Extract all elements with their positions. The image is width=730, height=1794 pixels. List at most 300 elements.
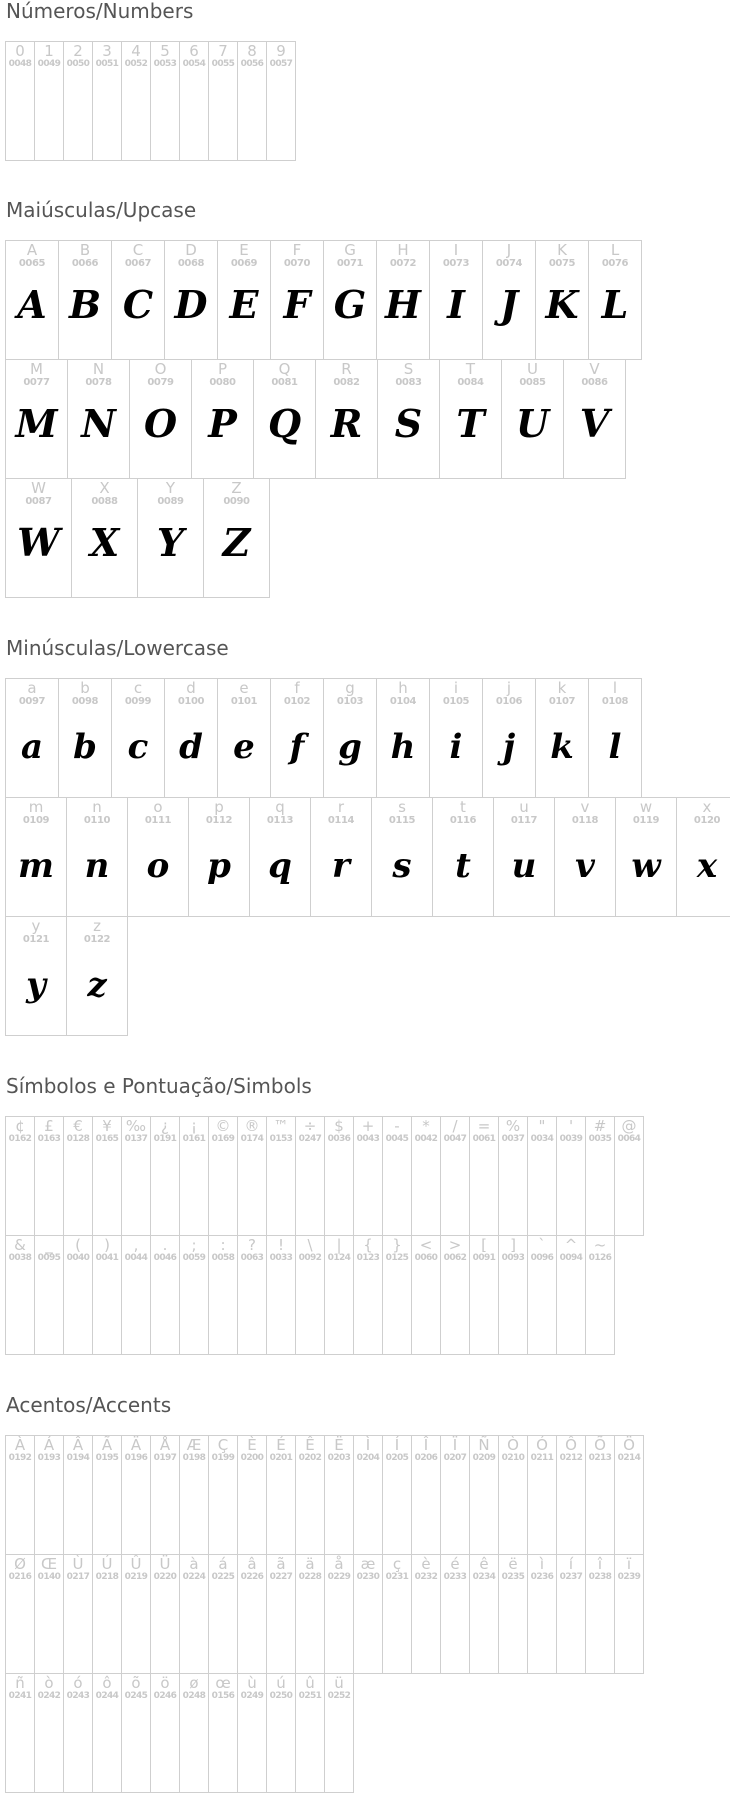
character-code: 0125 xyxy=(385,1253,409,1263)
glyph-sample: P xyxy=(208,401,237,446)
glyph-cell xyxy=(482,678,536,798)
glyph-cell xyxy=(111,240,165,360)
character-code: 0238 xyxy=(588,1572,612,1582)
glyph-cell xyxy=(324,1673,354,1793)
glyph-cell xyxy=(614,1435,644,1555)
character-label: ù xyxy=(247,1674,257,1692)
character-code: 0198 xyxy=(182,1453,206,1463)
character-label: j xyxy=(506,679,512,697)
glyph-cell xyxy=(63,1673,93,1793)
glyph-cell xyxy=(377,359,440,479)
character-label: ¿ xyxy=(161,1117,169,1135)
glyph-sample: g xyxy=(338,727,362,767)
glyph-cell xyxy=(92,1435,122,1555)
glyph-cell xyxy=(295,1235,325,1355)
character-code: 0059 xyxy=(182,1253,206,1263)
character-label: m xyxy=(28,798,44,816)
glyph-cell xyxy=(382,1235,412,1355)
glyph-cell xyxy=(92,1235,122,1355)
character-label: + xyxy=(361,1117,375,1135)
glyph-sample: b xyxy=(73,727,97,767)
glyph-cell xyxy=(150,1673,180,1793)
glyph-cell xyxy=(588,240,642,360)
character-label: U xyxy=(527,360,538,378)
glyph-cell xyxy=(237,1673,267,1793)
glyph-cell xyxy=(34,1235,64,1355)
glyph-sample: l xyxy=(608,727,622,767)
character-code: 0197 xyxy=(153,1453,177,1463)
glyph-cell xyxy=(324,1235,354,1355)
glyph-cell xyxy=(439,359,502,479)
character-label: © xyxy=(215,1117,231,1135)
character-code: 0044 xyxy=(124,1253,148,1263)
glyph-sample: R xyxy=(330,401,363,446)
character-label: Ö xyxy=(623,1436,635,1454)
character-label: å xyxy=(334,1555,344,1573)
character-label: æ xyxy=(360,1555,376,1573)
character-label: ò xyxy=(44,1674,54,1692)
accents-row xyxy=(5,1435,643,1555)
character-code: 0242 xyxy=(37,1691,61,1701)
character-code: 0137 xyxy=(124,1134,148,1144)
character-label: À xyxy=(14,1436,26,1454)
character-code: 0071 xyxy=(336,258,364,269)
character-code: 0225 xyxy=(211,1572,235,1582)
lowercase-row xyxy=(5,797,730,917)
glyph-sample: C xyxy=(122,282,154,327)
character-label: L xyxy=(610,241,620,259)
character-code: 0252 xyxy=(327,1691,351,1701)
character-code: 0075 xyxy=(548,258,576,269)
glyph-cell xyxy=(34,1673,64,1793)
glyph-sample: K xyxy=(545,282,579,327)
glyph-cell xyxy=(527,1116,557,1236)
glyph-cell xyxy=(266,41,296,161)
glyph-cell xyxy=(150,1116,180,1236)
character-label: ö xyxy=(160,1674,170,1692)
character-label: Ê xyxy=(305,1436,315,1454)
character-label: d xyxy=(186,679,196,697)
character-label: Œ xyxy=(40,1555,58,1573)
glyph-cell xyxy=(588,678,642,798)
character-label: ÷ xyxy=(303,1117,317,1135)
character-code: 0246 xyxy=(153,1691,177,1701)
section-title-upcase: Maiúsculas/Upcase xyxy=(6,198,197,222)
glyph-cell xyxy=(5,240,59,360)
character-code: 0103 xyxy=(336,696,364,707)
character-label: * xyxy=(422,1117,430,1135)
character-label: n xyxy=(92,798,102,816)
character-code: 0245 xyxy=(124,1691,148,1701)
character-code: 0117 xyxy=(510,815,538,826)
glyph-cell xyxy=(556,1435,586,1555)
character-label: > xyxy=(448,1236,462,1254)
character-label: 1 xyxy=(44,42,54,60)
glyph-cell xyxy=(469,1554,499,1674)
character-label: M xyxy=(30,360,43,378)
character-label: ¥ xyxy=(102,1117,112,1135)
character-code: 0174 xyxy=(240,1134,264,1144)
character-code: 0097 xyxy=(18,696,46,707)
glyph-cell xyxy=(295,1673,325,1793)
character-code: 0054 xyxy=(182,59,206,69)
character-code: 0038 xyxy=(8,1253,32,1263)
character-code: 0218 xyxy=(95,1572,119,1582)
character-label: : xyxy=(220,1236,226,1254)
character-label: b xyxy=(80,679,90,697)
character-code: 0067 xyxy=(124,258,152,269)
glyph-sample: f xyxy=(289,727,305,767)
glyph-cell xyxy=(353,1116,383,1236)
character-code: 0072 xyxy=(389,258,417,269)
glyph-cell xyxy=(188,797,250,917)
character-code: 0053 xyxy=(153,59,177,69)
section-title-numbers: Números/Numbers xyxy=(6,0,194,23)
glyph-cell xyxy=(58,678,112,798)
character-label: ® xyxy=(244,1117,260,1135)
glyph-sample: c xyxy=(127,727,149,767)
character-code: 0209 xyxy=(472,1453,496,1463)
character-code: 0070 xyxy=(283,258,311,269)
glyph-cell xyxy=(92,41,122,161)
glyph-cell xyxy=(411,1235,441,1355)
glyph-cell xyxy=(129,359,192,479)
glyph-cell xyxy=(501,359,564,479)
character-code: 0196 xyxy=(124,1453,148,1463)
glyph-cell xyxy=(5,1116,35,1236)
glyph-cell xyxy=(554,797,616,917)
character-code: 0093 xyxy=(501,1253,525,1263)
character-label: ë xyxy=(508,1555,518,1573)
character-label: l xyxy=(612,679,618,697)
glyph-cell xyxy=(5,1554,35,1674)
glyph-cell xyxy=(411,1116,441,1236)
character-code: 0211 xyxy=(530,1453,554,1463)
character-code: 0045 xyxy=(385,1134,409,1144)
character-label: ' xyxy=(568,1117,574,1135)
glyph-cell xyxy=(585,1235,615,1355)
glyph-sample: n xyxy=(84,846,110,886)
glyph-cell xyxy=(527,1235,557,1355)
character-label: ¡ xyxy=(190,1117,197,1135)
character-label: ™ xyxy=(273,1117,289,1135)
glyph-cell xyxy=(121,41,151,161)
character-code: 0163 xyxy=(37,1134,61,1144)
character-code: 0068 xyxy=(177,258,205,269)
character-code: 0073 xyxy=(442,258,470,269)
character-label: & xyxy=(14,1236,26,1254)
character-label: ø xyxy=(189,1674,199,1692)
character-label: x xyxy=(702,798,712,816)
glyph-cell xyxy=(5,1235,35,1355)
character-label: F xyxy=(292,241,302,259)
character-code: 0121 xyxy=(22,934,50,945)
character-label: % xyxy=(505,1117,521,1135)
character-code: 0109 xyxy=(22,815,50,826)
character-label: Ñ xyxy=(478,1436,490,1454)
character-code: 0089 xyxy=(157,496,184,507)
character-label: e xyxy=(239,679,249,697)
glyph-cell xyxy=(5,478,72,598)
glyph-cell xyxy=(150,1435,180,1555)
glyph-cell xyxy=(5,1435,35,1555)
glyph-cell xyxy=(92,1554,122,1674)
character-label: # xyxy=(593,1117,607,1135)
glyph-sample: A xyxy=(17,282,47,327)
glyph-sample: i xyxy=(449,727,463,767)
character-code: 0087 xyxy=(25,496,52,507)
character-label: ñ xyxy=(15,1674,25,1692)
glyph-sample: k xyxy=(550,727,574,767)
character-label: o xyxy=(153,798,163,816)
glyph-sample: F xyxy=(283,282,311,327)
glyph-cell xyxy=(382,1116,412,1236)
character-label: õ xyxy=(131,1674,141,1692)
character-label: 9 xyxy=(276,42,286,60)
glyph-cell xyxy=(237,1235,267,1355)
glyph-cell xyxy=(179,1673,209,1793)
character-label: v xyxy=(580,798,590,816)
character-label: ï xyxy=(626,1555,632,1573)
glyph-cell xyxy=(310,797,372,917)
character-code: 0057 xyxy=(269,59,293,69)
glyph-cell xyxy=(270,678,324,798)
character-label: ‰ xyxy=(125,1117,147,1135)
glyph-cell xyxy=(5,916,67,1036)
character-code: 0085 xyxy=(519,377,546,388)
glyph-sample: z xyxy=(87,965,107,1005)
character-code: 0100 xyxy=(177,696,205,707)
glyph-cell xyxy=(440,1235,470,1355)
character-code: 0052 xyxy=(124,59,148,69)
character-code: 0104 xyxy=(389,696,417,707)
glyph-sample: Q xyxy=(267,401,302,446)
character-label: I xyxy=(453,241,459,259)
character-code: 0034 xyxy=(530,1134,554,1144)
character-label: ] xyxy=(510,1236,516,1254)
character-code: 0094 xyxy=(559,1253,583,1263)
character-code: 0114 xyxy=(327,815,355,826)
character-code: 0194 xyxy=(66,1453,90,1463)
character-label: r xyxy=(337,798,345,816)
glyph-sample: O xyxy=(143,401,178,446)
character-label: O xyxy=(154,360,167,378)
character-code: 0219 xyxy=(124,1572,148,1582)
glyph-sample: s xyxy=(392,846,412,886)
glyph-sample: d xyxy=(179,727,203,767)
glyph-sample: S xyxy=(394,401,423,446)
character-label: N xyxy=(92,360,105,378)
character-label: € xyxy=(73,1117,83,1135)
character-code: 0066 xyxy=(71,258,99,269)
section-title-symbols: Símbolos e Pontuação/Simbols xyxy=(6,1074,312,1098)
character-label: ¢ xyxy=(15,1117,25,1135)
character-code: 0039 xyxy=(559,1134,583,1144)
character-code: 0122 xyxy=(83,934,111,945)
character-code: 0101 xyxy=(230,696,258,707)
glyph-cell xyxy=(58,240,112,360)
glyph-sample: v xyxy=(575,846,595,886)
character-code: 0224 xyxy=(182,1572,206,1582)
character-label: Ä xyxy=(130,1436,142,1454)
character-code: 0090 xyxy=(223,496,250,507)
character-code: 0105 xyxy=(442,696,470,707)
character-code: 0064 xyxy=(617,1134,641,1144)
character-code: 0102 xyxy=(283,696,311,707)
character-label: Ü xyxy=(159,1555,171,1573)
glyph-cell xyxy=(237,1116,267,1236)
character-code: 0229 xyxy=(327,1572,351,1582)
character-label: R xyxy=(341,360,352,378)
character-code: 0241 xyxy=(8,1691,32,1701)
character-label: ê xyxy=(479,1555,489,1573)
glyph-sample: L xyxy=(601,282,629,327)
glyph-sample: Z xyxy=(222,520,251,565)
glyph-cell xyxy=(67,359,130,479)
glyph-cell xyxy=(266,1673,296,1793)
glyph-cell xyxy=(585,1116,615,1236)
character-code: 0169 xyxy=(211,1134,235,1144)
character-label: , xyxy=(133,1236,139,1254)
glyph-cell xyxy=(469,1435,499,1555)
character-code: 0227 xyxy=(269,1572,293,1582)
character-label: 2 xyxy=(73,42,83,60)
character-code: 0056 xyxy=(240,59,264,69)
character-code: 0212 xyxy=(559,1453,583,1463)
character-label: á xyxy=(218,1555,228,1573)
glyph-cell xyxy=(208,1554,238,1674)
character-code: 0079 xyxy=(147,377,174,388)
character-label: / xyxy=(452,1117,458,1135)
character-label: 6 xyxy=(189,42,199,60)
character-code: 0232 xyxy=(414,1572,438,1582)
character-label: p xyxy=(214,798,224,816)
character-code: 0051 xyxy=(95,59,119,69)
character-code: 0076 xyxy=(601,258,629,269)
symbols-row xyxy=(5,1116,643,1236)
character-label: } xyxy=(392,1236,402,1254)
character-code: 0078 xyxy=(85,377,112,388)
glyph-sample: y xyxy=(26,965,46,1005)
character-label: Ç xyxy=(217,1436,229,1454)
character-code: 0248 xyxy=(182,1691,206,1701)
glyph-sample: M xyxy=(15,401,58,446)
character-code: 0048 xyxy=(8,59,32,69)
glyph-cell xyxy=(266,1435,296,1555)
glyph-cell xyxy=(92,1673,122,1793)
character-label: Ì xyxy=(365,1436,371,1454)
character-code: 0108 xyxy=(601,696,629,707)
glyph-cell xyxy=(440,1116,470,1236)
character-label: Ò xyxy=(507,1436,519,1454)
character-code: 0161 xyxy=(182,1134,206,1144)
character-code: 0092 xyxy=(298,1253,322,1263)
character-label: W xyxy=(31,479,46,497)
character-label: . xyxy=(162,1236,168,1254)
glyph-sample: G xyxy=(333,282,367,327)
glyph-cell xyxy=(376,240,430,360)
character-code: 0110 xyxy=(83,815,111,826)
character-label: i xyxy=(453,679,459,697)
character-code: 0193 xyxy=(37,1453,61,1463)
glyph-cell xyxy=(203,478,270,598)
character-label: K xyxy=(557,241,567,259)
character-code: 0074 xyxy=(495,258,523,269)
character-label: ç xyxy=(392,1555,402,1573)
character-label: ä xyxy=(305,1555,315,1573)
glyph-cell xyxy=(498,1235,528,1355)
character-label: | xyxy=(336,1236,342,1254)
character-label: Z xyxy=(231,479,242,497)
glyph-cell xyxy=(5,797,67,917)
character-code: 0249 xyxy=(240,1691,264,1701)
character-code: 0107 xyxy=(548,696,576,707)
character-code: 0202 xyxy=(298,1453,322,1463)
glyph-cell xyxy=(585,1435,615,1555)
character-label: 3 xyxy=(102,42,112,60)
character-label: P xyxy=(217,360,228,378)
glyph-cell xyxy=(585,1554,615,1674)
character-code: 0080 xyxy=(209,377,236,388)
glyph-cell xyxy=(315,359,378,479)
glyph-cell xyxy=(164,240,218,360)
character-label: - xyxy=(394,1117,400,1135)
glyph-cell xyxy=(179,1554,209,1674)
section-title-lowercase: Minúsculas/Lowercase xyxy=(6,636,229,660)
character-code: 0200 xyxy=(240,1453,264,1463)
glyph-cell xyxy=(614,1116,644,1236)
character-code: 0230 xyxy=(356,1572,380,1582)
character-label: \ xyxy=(307,1236,313,1254)
character-label: ó xyxy=(73,1674,83,1692)
glyph-cell xyxy=(527,1554,557,1674)
glyph-cell xyxy=(371,797,433,917)
glyph-cell xyxy=(324,1435,354,1555)
glyph-sample: m xyxy=(18,846,54,886)
character-code: 0126 xyxy=(588,1253,612,1263)
character-code: 0049 xyxy=(37,59,61,69)
glyph-cell xyxy=(237,1554,267,1674)
glyph-cell xyxy=(63,41,93,161)
character-label: ú xyxy=(276,1674,286,1692)
glyph-cell xyxy=(121,1673,151,1793)
glyph-cell xyxy=(556,1235,586,1355)
character-code: 0203 xyxy=(327,1453,351,1463)
glyph-cell xyxy=(323,240,377,360)
character-label: J xyxy=(506,241,512,259)
character-code: 0201 xyxy=(269,1453,293,1463)
glyph-cell xyxy=(5,1673,35,1793)
accents-row xyxy=(5,1554,643,1674)
character-label: 5 xyxy=(160,42,170,60)
character-label: h xyxy=(398,679,408,697)
glyph-cell xyxy=(266,1116,296,1236)
character-code: 0050 xyxy=(66,59,90,69)
glyph-cell xyxy=(615,797,677,917)
glyph-cell xyxy=(498,1554,528,1674)
character-label: 7 xyxy=(218,42,228,60)
character-code: 0226 xyxy=(240,1572,264,1582)
glyph-cell xyxy=(121,1554,151,1674)
glyph-cell xyxy=(440,1435,470,1555)
character-label: ? xyxy=(248,1236,256,1254)
glyph-cell xyxy=(217,678,271,798)
numbers-row xyxy=(5,41,295,161)
character-code: 0243 xyxy=(66,1691,90,1701)
character-code: 0214 xyxy=(617,1453,641,1463)
glyph-sample: p xyxy=(207,846,231,886)
character-code: 0231 xyxy=(385,1572,409,1582)
